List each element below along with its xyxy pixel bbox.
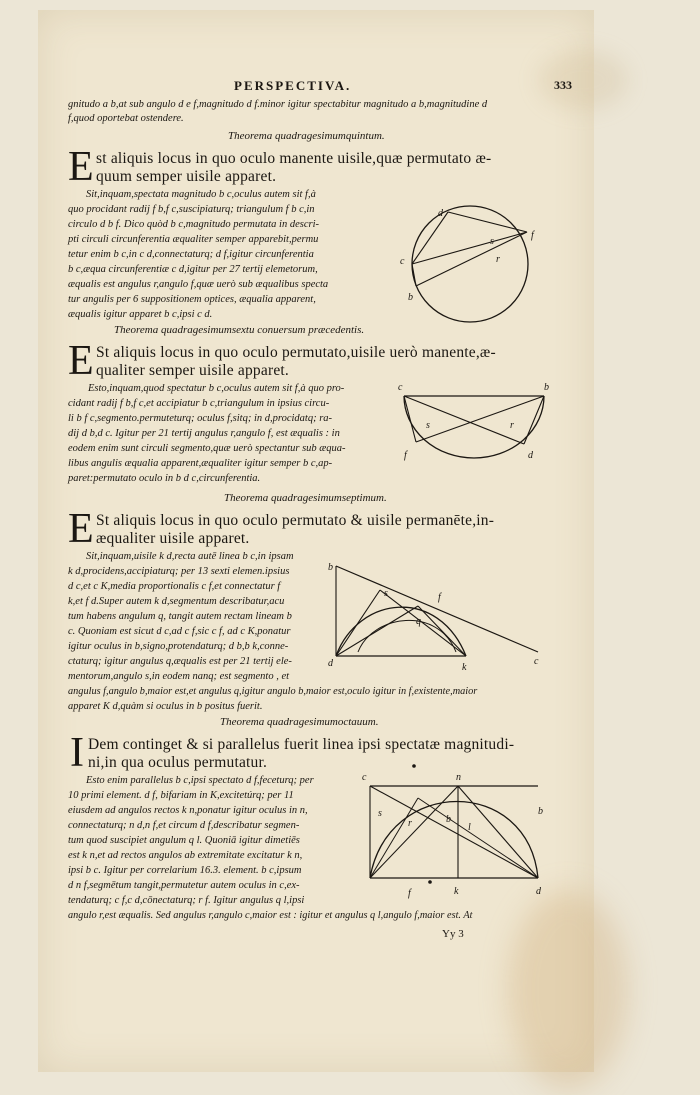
initial-letter: E <box>68 338 94 384</box>
water-stain <box>538 50 628 110</box>
book-page <box>38 10 594 1072</box>
figure-label: r <box>496 254 500 265</box>
figure-semicircle <box>394 382 554 477</box>
figure-label: b <box>408 292 413 303</box>
figure-label: f <box>404 450 407 461</box>
text-line: tetur enim b c,in c d,connectaturq; d f,igitur circunferentia <box>68 249 314 260</box>
text-line: ipsi b c. Igitur per correlarium 16.3. element. b c,ipsum <box>68 865 302 876</box>
figure-parallel-segment <box>358 756 558 901</box>
figure-label: b <box>446 814 451 825</box>
figure-label: c <box>534 656 539 667</box>
figure-label: c <box>400 256 405 267</box>
text-line: Sit,inquam,spectata magnitudo b c,oculus autem sit f,à <box>86 189 316 200</box>
initial-letter: E <box>68 506 94 552</box>
text-line: dij d b,d c. Igitur per 21 tertij angulus r,angulo f, est æqualis : in <box>68 428 340 439</box>
text-line: d c,et c K,media proportionalis c f,et connectatur f <box>68 581 281 592</box>
text-line: connectaturq; n d,n f,et circum d f,describatur segmen- <box>68 820 300 831</box>
figure-label: s <box>490 236 494 247</box>
text-line: eiusdem ad angulos rectos k n,ponatur igitur oculus in n, <box>68 805 308 816</box>
text-line: tur angulis per 6 suppositionem optices, æqualia apparent, <box>68 294 316 305</box>
figure-label: f <box>408 888 411 899</box>
theorem-heading: Theorema quadragesimumquintum. <box>228 130 385 142</box>
text-line: eodem enim sunt circuli segmento,quæ uerò spectantur sub æqua- <box>68 443 346 454</box>
signature-mark: Yy 3 <box>442 928 464 940</box>
theorem-heading: Theorema quadragesimumoctauum. <box>220 716 379 728</box>
theorem-heading: Theorema quadragesimumsextu conuersum præcedentis. <box>114 324 365 336</box>
proposition-line: St aliquis locus in quo oculo permutato,uisile uerò manente,æ- <box>96 344 496 361</box>
text-line: c. Quoniam est sicut d c,ad c f,sic c f, ad c K,ponatur <box>68 626 291 637</box>
text-line: angulo r,est æqualis. Sed angulus r,angulo c,maior est : igitur et angulus q l,angulo f,maior est. At <box>68 910 473 921</box>
proposition-line: ni,in qua oculus permutatur. <box>88 754 268 771</box>
initial-letter: I <box>70 730 84 776</box>
figure-label: d <box>528 450 533 461</box>
text-line: angulus f,angulo b,maior est,et angulus q,igitur angulo b,maior est,oculo igitur in f,existente,maior <box>68 686 478 697</box>
figure-circle-chord <box>386 202 556 327</box>
text-line: paret:permutato oculo in b d c,circunferentia. <box>68 473 261 484</box>
text-line: æqualis igitur apparet b c,ipsi c d. <box>68 309 213 320</box>
water-stain <box>508 890 628 1090</box>
text-line: Esto enim parallelus b c,ipsi spectato d f,feceturq; per <box>86 775 314 786</box>
figure-label: b <box>538 806 543 817</box>
text-line: libus angulis æqualia apparent,æqualiter igitur semper b c,ap- <box>68 458 333 469</box>
text-line: k d,procidens,accipiaturq; per 13 sexti elemen.ipsius <box>68 566 290 577</box>
text-line: li b f c,segmento.permuteturq; oculus f,sitq; in d,procidatq; ra- <box>68 413 333 424</box>
text-line: igitur oculus in b,signo,protendaturq; d b,b k,conne- <box>68 641 289 652</box>
proposition-line: æqualiter uisile apparet. <box>96 530 250 547</box>
text-line: f,quod oportebat ostendere. <box>68 113 184 124</box>
figure-label: s <box>378 808 382 819</box>
text-line: tum quod suscipiet angulum q l. Quoniā igitur dimetiēs <box>68 835 300 846</box>
figure-label: d <box>328 658 333 669</box>
figure-label: c <box>362 772 367 783</box>
text-line: Sit,inquam,uisile k d,recta autē linea b c,in ipsam <box>86 551 294 562</box>
text-line: tum habens angulum q, tangit autem rectam lineam b <box>68 611 292 622</box>
theorem-heading: Theorema quadragesimumseptimum. <box>224 492 387 504</box>
figure-label: s <box>426 420 430 431</box>
text-line: apparet K d,quàm si oculus in b positus fuerit. <box>68 701 263 712</box>
figure-label: f <box>438 592 441 603</box>
text-line: mentorum,angulo s,in eodem nanq; est segmento , et <box>68 671 290 682</box>
text-line: æqualis est angulus r,angulo f,quæ uerò sub æqualibus specta <box>68 279 329 290</box>
figure-label: q <box>416 616 421 627</box>
proposition-line: Dem continget & si parallelus fuerit linea ipsi spectatæ magnitudi- <box>88 736 515 753</box>
text-line: 10 primi element. d f, bifariam in K,excitetúrq; per 11 <box>68 790 294 801</box>
text-line: gnitudo a b,at sub angulo d e f,magnitudo d f.minor igitur spectabitur magnitudo a b,magnitudine d <box>68 99 488 110</box>
figure-label: d <box>536 886 541 897</box>
figure-label: s <box>384 588 388 599</box>
text-line: Esto,inquam,quod spectatur b c,oculus autem sit f,à quo pro- <box>88 383 345 394</box>
figure-label: n <box>456 772 461 783</box>
initial-letter: E <box>68 144 94 190</box>
figure-label: b <box>544 382 549 393</box>
figure-label: b <box>328 562 333 573</box>
text-line: cidant radij f b,f c,et accipiatur b c,triangulum in ipsius circu- <box>68 398 330 409</box>
proposition-line: qualiter semper uisile apparet. <box>96 362 289 379</box>
figure-label: k <box>454 886 459 897</box>
proposition-line: St aliquis locus in quo oculo permutato & uisile permanēte,in- <box>96 512 495 529</box>
figure-label: f <box>531 230 534 241</box>
figure-label: c <box>398 382 403 393</box>
text-line: b c,æqua circunferentiæ c d,igitur per 27 tertij elemetorum, <box>68 264 318 275</box>
text-line: circulo d b f. Dico quòd b c,magnitudo permutata in descri- <box>68 219 319 230</box>
text-line: d n f,segmētum tangit,permutetur autem oculus in c,ex- <box>68 880 300 891</box>
text-line: pti circuli circunferentia æqualiter semper apparebit,permu <box>68 234 319 245</box>
text-line: est k n,et ad rectos angulos ab extremitate excitatur k n, <box>68 850 303 861</box>
running-title: PERSPECTIVA. <box>234 78 352 93</box>
figure-label: r <box>408 818 412 829</box>
figure-tangent-segment <box>328 556 548 685</box>
figure-label: r <box>510 420 514 431</box>
proposition-line: st aliquis locus in quo oculo manente uisile,quæ permutato æ- <box>96 150 492 167</box>
text-line: ctaturq; igitur angulus q,æqualis est per 21 tertij ele- <box>68 656 292 667</box>
proposition-line: quum semper uisile apparet. <box>96 168 277 185</box>
text-line: tendaturq; c f,c d,cōnectaturq; r f. Igitur angulus q l,ipsi <box>68 895 305 906</box>
figure-label: l <box>468 822 471 833</box>
text-line: quo procidant radij f b,f c,suscipiaturq; triangulum f b c,in <box>68 204 315 215</box>
figure-label: d <box>438 208 443 219</box>
folio-number: 333 <box>554 78 572 92</box>
figure-label: k <box>462 662 467 673</box>
text-line: k,et f d.Super autem k d,segmentum describatur,acu <box>68 596 285 607</box>
